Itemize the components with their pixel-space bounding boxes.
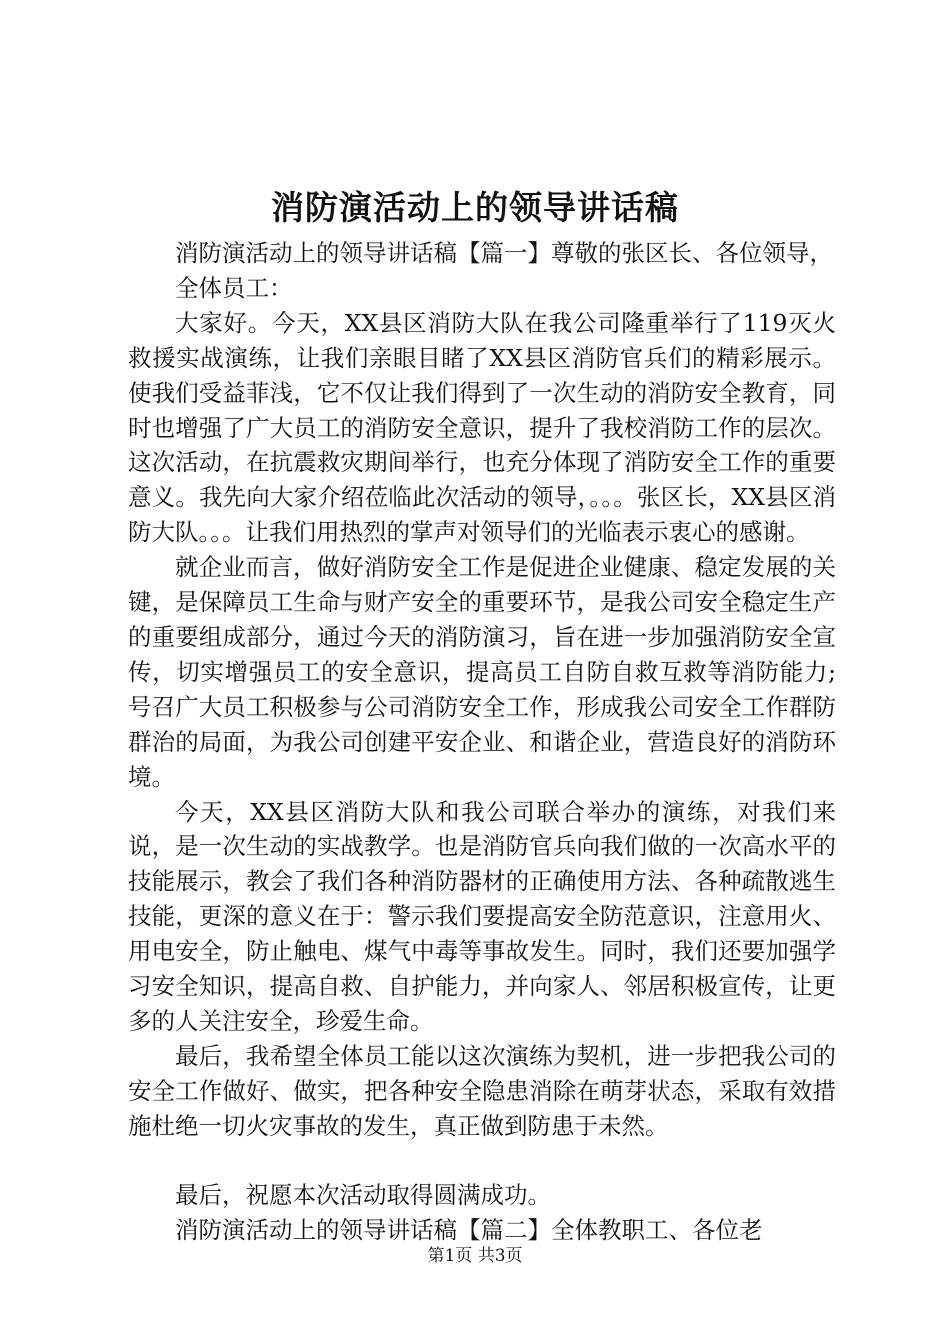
paragraph-6: 最后，我希望全体员工能以这次演练为契机，进一步把我公司的安全工作做好、做实，把各种安全隐患消除在萌芽状态，采取有效措施杜绝一切火灾事故的发生，真正做到防患于未然。 [128,1041,836,1140]
paragraph-8: 消防演活动上的领导讲话稿【篇二】全体教职工、各位老 [175,1216,763,1245]
paragraph-4: 就企业而言，做好消防安全工作是促进企业健康、稳定发展的关键，是保障员工生命与财产安全的重要环节，是我公司安全稳定生产的重要组成部分，通过今天的消防演习，旨在进一步加强消防安全宣传，切实增强员工的安全意识，提高员工自防自救互救等消防能力;号召广大员工积极参与公司消防安全工作，形成我公司安全工作群防群治的局面，为我公司创建平安企业、和谐企业，营造良好的消防环境。 [128,553,836,791]
document-title: 消防演活动上的领导讲话稿 [271,188,679,227]
paragraph-7: 最后，祝愿本次活动取得圆满成功。 [175,1181,551,1210]
paragraph-5: 今天，XX县区消防大队和我公司联合举办的演练，对我们来说，是一次生动的实战教学。也是消防官兵向我们做的一次高水平的技能展示，教会了我们各种消防器材的正确使用方法、各种疏散逃生技能，更深的意义在于：警示我们要提高安全防范意识，注意用火、用电安全，防止触电、煤气中毒等事故发生。同时，我们还要加强学习安全知识，提高自救、自护能力，并向家人、邻居积极宣传，让更多的人关注安全，珍爱生命。 [128,797,836,1035]
paragraph-2: 全体员工： [175,273,293,302]
paragraph-3: 大家好。今天，XX县区消防大队在我公司隆重举行了119灭火救援实战演练，让我们亲眼目睹了XX县区消防官兵们的精彩展示。使我们受益菲浅，它不仅让我们得到了一次生动的消防安全教育，同时也增强了广大员工的消防安全意识，提升了我校消防工作的层次。这次活动，在抗震救灾期间举行，也充分体现了消防安全工作的重要意义。我先向大家介绍莅临此次活动的领导，。。。张区长，XX县区消防大队。。。让我们用热烈的掌声对领导们的光临表示衷心的感谢。 [128,308,836,547]
paragraph-1: 消防演活动上的领导讲话稿【篇一】尊敬的张区长、各位领导， [175,239,833,267]
page-number: 第1页 共3页 [427,1246,523,1266]
document-body [128,236,836,1248]
